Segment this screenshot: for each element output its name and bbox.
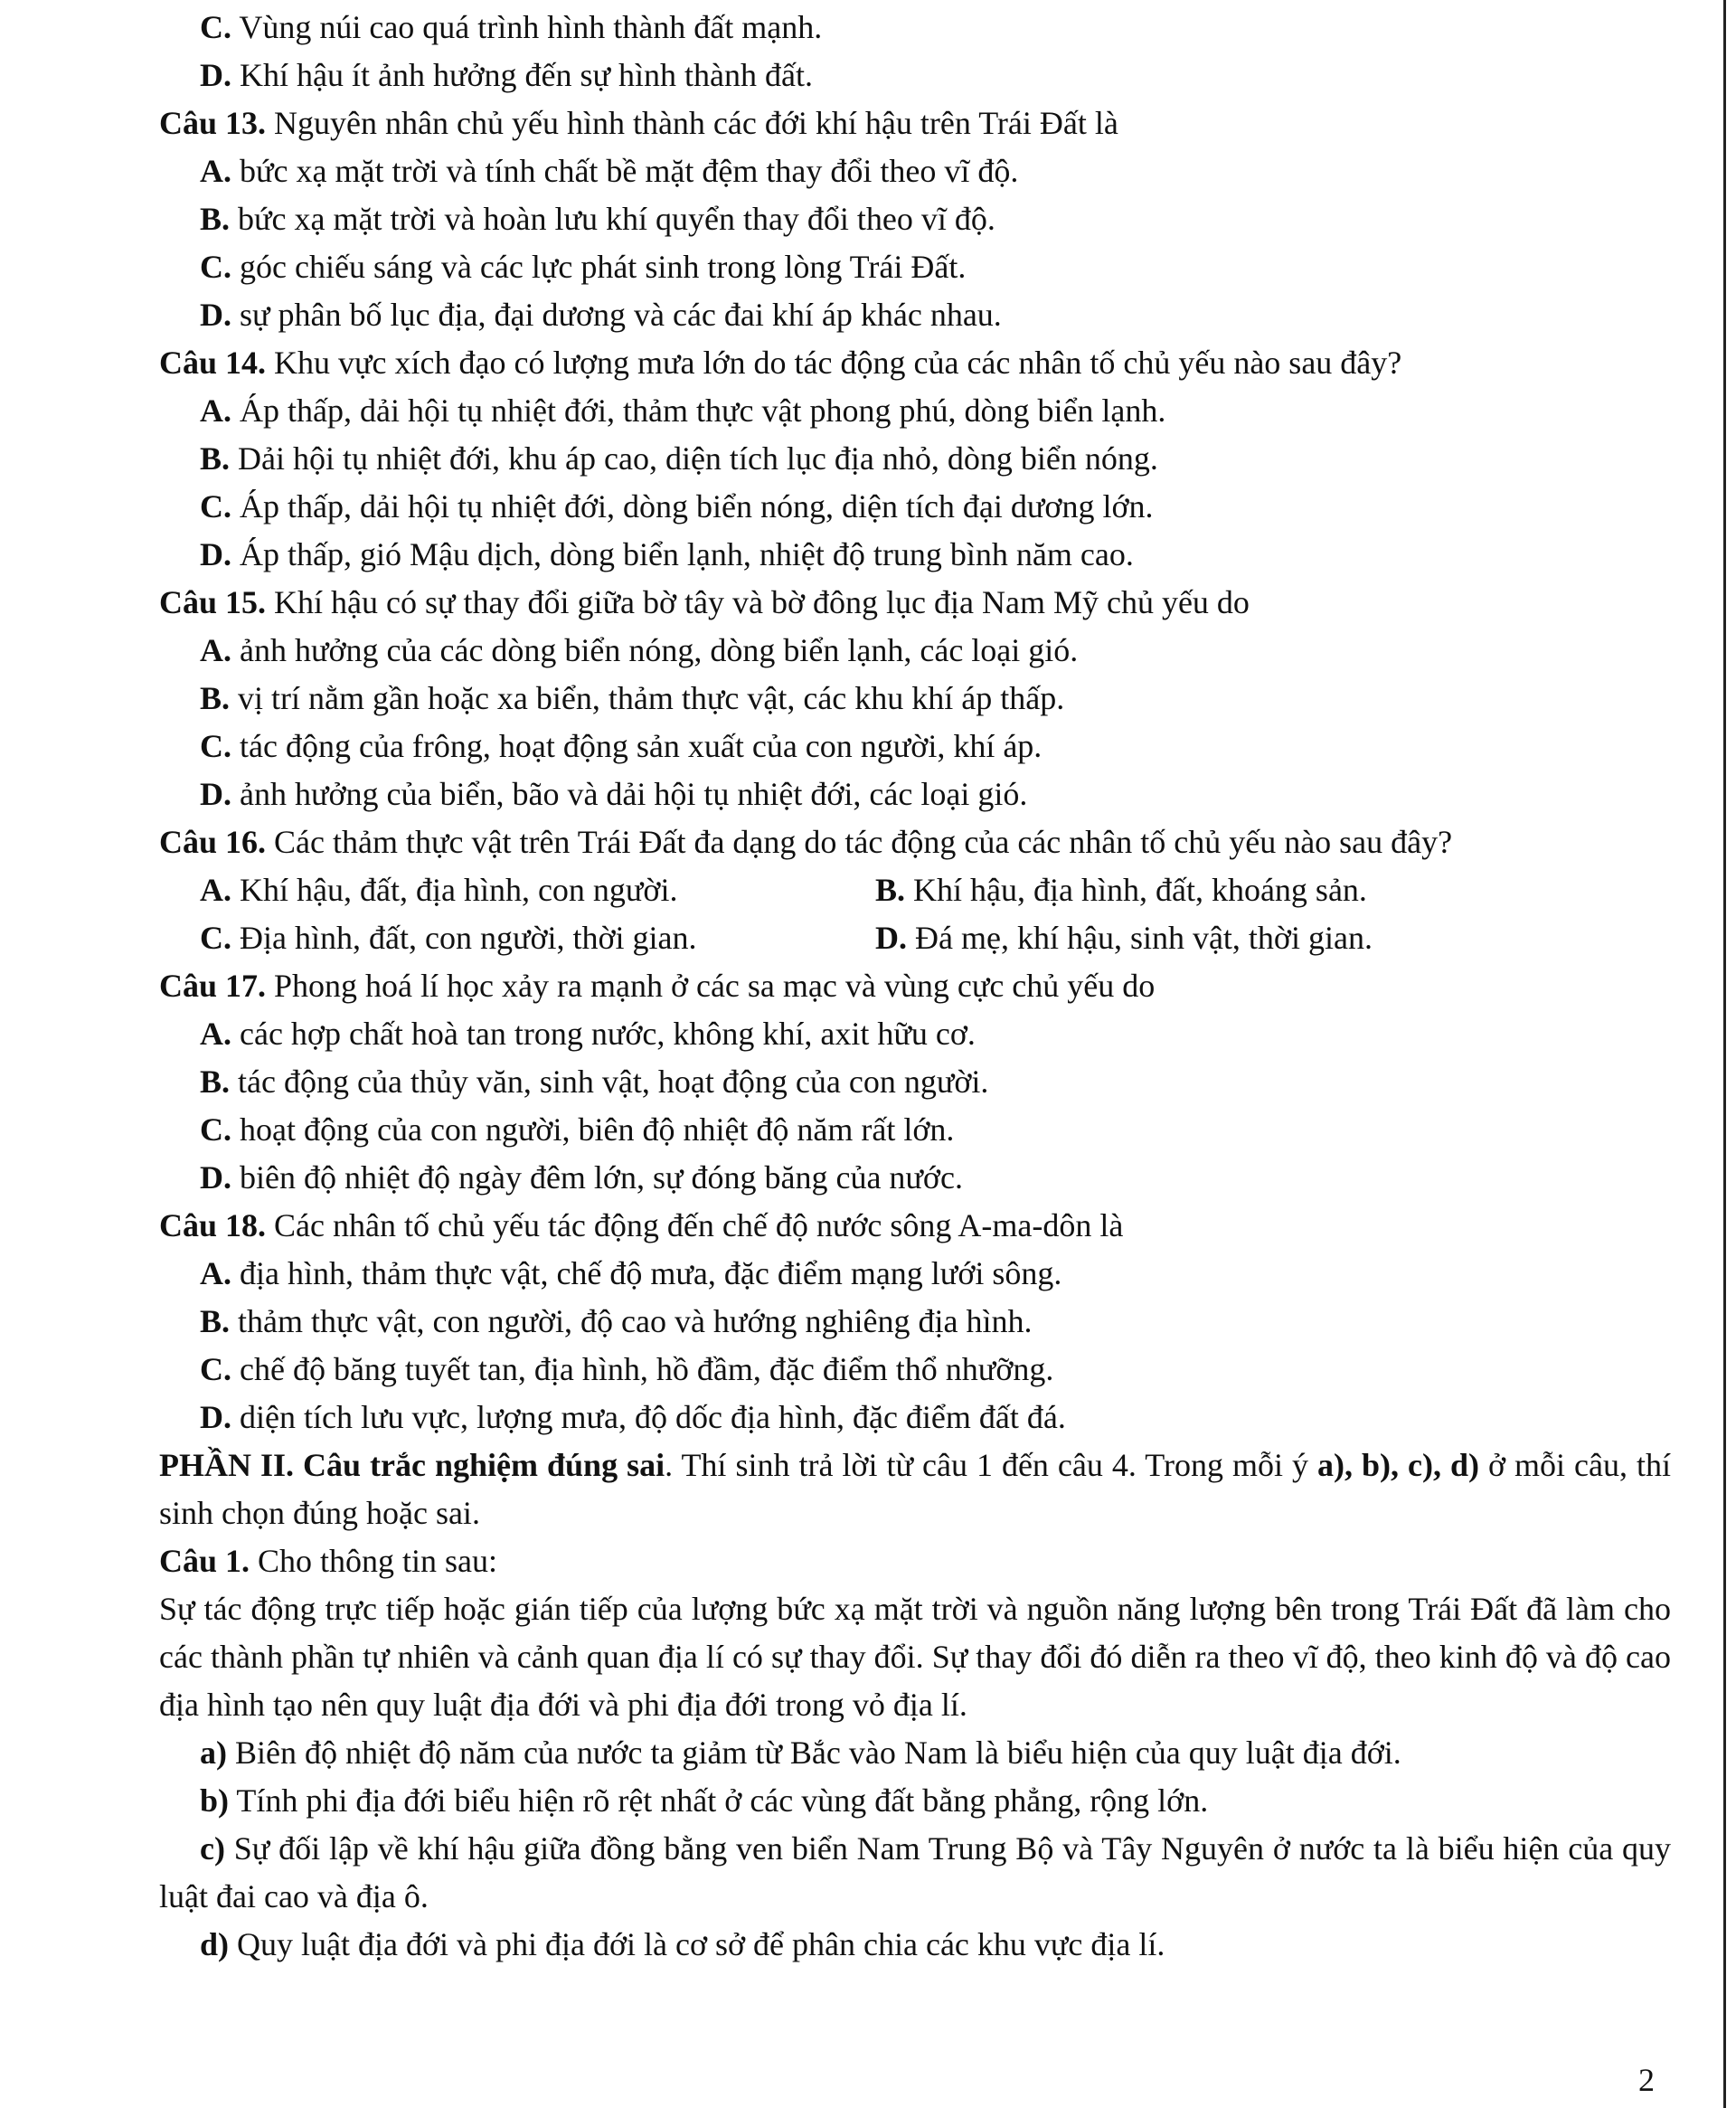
part-2-question-1: Câu 1. Cho thông tin sau: [159, 1543, 498, 1579]
option-a: A. các hợp chất hoà tan trong nước, không khí, axit hữu cơ. [200, 1016, 976, 1052]
option-b: B. Khí hậu, địa hình, đất, khoáng sản. [875, 872, 1367, 908]
option-continued-c: C. Vùng núi cao quá trình hình thành đất mạnh. [200, 9, 823, 45]
option-d: D. ảnh hưởng của biển, bão và dải hội tụ nhiệt đới, các loại gió. [200, 776, 1028, 812]
part-2-title: PHẦN II. Câu trắc nghiệm đúng sai. Thí sinh trả lời từ câu 1 đến câu 4. Trong mỗi ý a), b), c), d) ở mỗi câu, thí sinh chọn đúng hoặc sai. [159, 1447, 1672, 1531]
question-16 [159, 818, 1671, 962]
option-b: B. vị trí nằm gần hoặc xa biển, thảm thực vật, các khu khí áp thấp. [200, 680, 1065, 716]
option-c: C. Địa hình, đất, con người, thời gian. [200, 920, 697, 956]
option-b: B. Dải hội tụ nhiệt đới, khu áp cao, diện tích lục địa nhỏ, dòng biển nóng. [200, 440, 1158, 477]
option-a: A. Áp thấp, dải hội tụ nhiệt đới, thảm thực vật phong phú, dòng biển lạnh. [200, 392, 1166, 429]
option-d: D. sự phân bố lục địa, đại dương và các đai khí áp khác nhau. [200, 297, 1002, 333]
option-b: B. tác động của thủy văn, sinh vật, hoạt động của con người. [200, 1063, 989, 1100]
question-stem: Câu 13. Nguyên nhân chủ yếu hình thành các đới khí hậu trên Trái Đất là [159, 105, 1118, 141]
option-c: C. chế độ băng tuyết tan, địa hình, hồ đầm, đặc điểm thổ nhưỡng. [200, 1351, 1054, 1387]
page-content [159, 4, 1671, 1969]
option-d: D. Áp thấp, gió Mậu dịch, dòng biển lạnh, nhiệt độ trung bình năm cao. [200, 536, 1134, 572]
question-15 [159, 579, 1671, 818]
statement-d: d) Quy luật địa đới và phi địa đới là cơ sở để phân chia các khu vực địa lí. [200, 1926, 1165, 1962]
question-stem: Câu 17. Phong hoá lí học xảy ra mạnh ở các sa mạc và vùng cực chủ yếu do [159, 968, 1156, 1004]
question-stem: Câu 15. Khí hậu có sự thay đổi giữa bờ tây và bờ đông lục địa Nam Mỹ chủ yếu do [159, 584, 1250, 620]
option-a: A. bức xạ mặt trời và tính chất bề mặt đệm thay đổi theo vĩ độ. [200, 153, 1019, 189]
question-18 [159, 1202, 1671, 1442]
question-17 [159, 962, 1671, 1202]
option-c: C. Áp thấp, dải hội tụ nhiệt đới, dòng biển nóng, diện tích đại dương lớn. [200, 488, 1154, 525]
statement-c: c) Sự đối lập về khí hậu giữa đồng bằng ven biển Nam Trung Bộ và Tây Nguyên ở nước ta là biểu hiện của quy luật đai cao và địa ô. [159, 1830, 1671, 1914]
option-c: C. góc chiếu sáng và các lực phát sinh trong lòng Trái Đất. [200, 249, 967, 285]
option-c: C. hoạt động của con người, biên độ nhiệt độ năm rất lớn. [200, 1111, 955, 1148]
option-d: D. diện tích lưu vực, lượng mưa, độ dốc địa hình, đặc điểm đất đá. [200, 1399, 1066, 1435]
options-grid [159, 866, 1671, 962]
option-d: D. biên độ nhiệt độ ngày đêm lớn, sự đóng băng của nước. [200, 1159, 963, 1196]
question-13 [159, 99, 1671, 339]
option-d: D. Đá mẹ, khí hậu, sinh vật, thời gian. [875, 920, 1373, 956]
option-a: A. ảnh hưởng của các dòng biển nóng, dòng biển lạnh, các loại gió. [200, 632, 1079, 668]
info-passage: Sự tác động trực tiếp hoặc gián tiếp của lượng bức xạ mặt trời và nguồn năng lượng bên trong Trái Đất đã làm cho các thành phần tự nhiên và cảnh quan địa lí có sự thay đổi. Sự thay đổi đó diễn ra theo vĩ độ, theo kinh độ và độ cao địa hình tạo nên quy luật địa đới và phi địa đới trong vỏ địa lí. [159, 1591, 1671, 1723]
question-stem: Câu 14. Khu vực xích đạo có lượng mưa lớn do tác động của các nhân tố chủ yếu nào sau đây? [159, 345, 1402, 381]
question-stem: Câu 16. Các thảm thực vật trên Trái Đất đa dạng do tác động của các nhân tố chủ yếu nào sau đây? [159, 824, 1453, 860]
option-b: B. thảm thực vật, con người, độ cao và hướng nghiêng địa hình. [200, 1303, 1033, 1339]
statement-a: a) Biên độ nhiệt độ năm của nước ta giảm từ Bắc vào Nam là biểu hiện của quy luật địa đới. [200, 1735, 1401, 1771]
option-a: A. Khí hậu, đất, địa hình, con người. [200, 872, 678, 908]
option-continued-d: D. Khí hậu ít ảnh hưởng đến sự hình thành đất. [200, 57, 813, 93]
statement-b: b) Tính phi địa đới biểu hiện rõ rệt nhất ở các vùng đất bằng phẳng, rộng lớn. [200, 1782, 1209, 1819]
scan-edge-line [1723, 0, 1726, 2108]
option-c: C. tác động của frông, hoạt động sản xuất của con người, khí áp. [200, 728, 1043, 764]
question-14 [159, 339, 1671, 579]
question-stem: Câu 18. Các nhân tố chủ yếu tác động đến chế độ nước sông A-ma-dôn là [159, 1207, 1124, 1243]
option-b: B. bức xạ mặt trời và hoàn lưu khí quyển thay đổi theo vĩ độ. [200, 201, 995, 237]
page-number: 2 [1638, 2062, 1655, 2098]
option-a: A. địa hình, thảm thực vật, chế độ mưa, đặc điểm mạng lưới sông. [200, 1255, 1062, 1291]
